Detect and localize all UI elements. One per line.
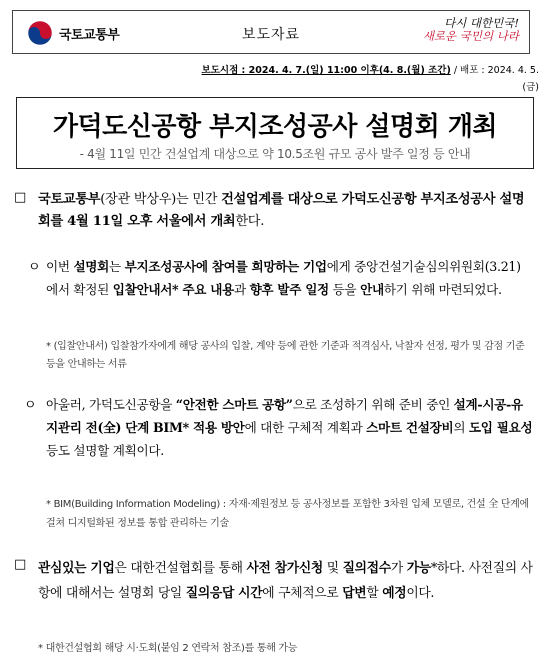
p3-text: 에 대한 구체적 계획과 <box>244 420 367 435</box>
p4-text: 에 구체적으로 <box>262 586 343 601</box>
circle-bullet-2: ㅇ <box>28 260 41 275</box>
header-title: 보도자료 <box>241 27 301 43</box>
distribution-date: / 배포 : 2024. 4. 5. <box>450 65 539 76</box>
p1-text: 국토교통부 <box>38 192 101 207</box>
p4-text: *하다. 사전질의 사항에 대해서는 설명회 당일 <box>38 561 533 601</box>
p2-text: 부지조성공사에 참여를 희망하는 기업 <box>124 259 327 274</box>
p3-text: 설계-시공-유지관리 전(全) 단계 BIM* 적용 방안 <box>46 397 523 435</box>
p3-text: 아울러, 가덕도신공항을 <box>46 397 176 412</box>
p3-text: “안전한 스마트 공항” <box>175 397 293 412</box>
footnote-bid-guide: * (입찰안내서) 입찰참가자에게 해당 공사의 입찰, 계약 등에 관한 기준과 적격심사, 낙찰자 선정, 평가 및 감점 기준 등을 안내하는 서류 <box>46 341 525 370</box>
p4-text: 이다. <box>406 586 435 601</box>
p2-text: 과 <box>233 282 250 297</box>
p4-text: 질의접수 <box>342 561 391 576</box>
p2-text: 안내 <box>360 282 384 297</box>
p1-text: 건설업계를 대상으로 가덕도신공항 부지조성공사 설명회를 4월 11일 오후 서울에서 개최 <box>38 192 525 229</box>
p4-text: 사전 참가신청 <box>246 561 323 576</box>
p4-text: 가 <box>390 561 407 576</box>
square-bullet-4: □ <box>14 557 27 572</box>
p3-text: 으로 조성하기 위해 준비 중인 <box>292 397 454 412</box>
p2-text: 하기 위해 마련되었다. <box>383 282 502 297</box>
p2-text: 설명회 <box>73 259 110 274</box>
p3-text: 의 <box>453 420 469 435</box>
paragraph-2 <box>46 255 532 301</box>
footnote-bim: * BIM(Building Information Modeling) : 자재·제원정보 등 공사정보를 포함한 3차원 입체 모델로, 건설 全 단계에 걸쳐 디지털화된 정보를 통합 관리하는 기술 <box>46 499 529 529</box>
p4-text: 예정 <box>382 586 407 601</box>
p4-text: 답변 <box>342 586 367 601</box>
p2-text: 이번 <box>46 259 74 274</box>
p4-text: 가능 <box>406 561 431 576</box>
release-meta <box>202 62 539 96</box>
p2-text: 향후 발주 일정 <box>249 282 329 297</box>
title-box <box>16 97 534 169</box>
distribution-weekday: (금) <box>522 82 539 93</box>
paragraph-4 <box>38 556 533 606</box>
footnote-contact: * 대한건설협회 해당 시·도회(붙임 2 연락처 참조)를 통해 가능 <box>38 643 298 654</box>
p4-text: 질의응답 시간 <box>185 586 263 601</box>
p2-text: 에게 중앙건설기술심의위원회(3.21)에서 확정된 <box>46 259 521 297</box>
sub-title: - 4월 11일 민간 건설업계 대상으로 약 10.5조원 규모 공사 발주 일정 등 안내 <box>79 147 471 161</box>
press-release-header <box>12 10 530 54</box>
slogan <box>409 17 519 43</box>
page-title: 가덕도신공항 부지조성공사 설명회 개최 <box>52 112 498 142</box>
p4-text: 할 <box>366 586 383 601</box>
p1-text: 한다. <box>235 214 265 229</box>
square-bullet-1: □ <box>14 190 27 205</box>
p4-text: 관심있는 기업 <box>38 561 115 576</box>
p3-text: 도입 필요성 <box>468 420 533 435</box>
paragraph-1 <box>38 189 533 233</box>
p2-text: 는 <box>109 259 125 274</box>
release-time: 보도시점 : 2024. 4. 7.(일) 11:00 이후(4. 8.(월) 조간) <box>201 65 451 76</box>
circle-bullet-3: ㅇ <box>24 398 37 413</box>
p3-text: 스마트 건설장비 <box>366 420 454 435</box>
p2-text: 입찰안내서* 주요 내용 <box>112 282 234 297</box>
slogan-line-1: 다시 대한민국! <box>444 16 519 30</box>
ministry-name: 국토교통부 <box>59 27 120 43</box>
p2-text: 등을 <box>328 282 361 297</box>
p4-text: 은 대한건설협회를 통해 <box>114 561 247 576</box>
p3-text: 등도 설명할 계획이다. <box>46 443 164 458</box>
p1-text: (장관 박상우)는 민간 <box>100 192 222 207</box>
p4-text: 및 <box>322 561 343 576</box>
paragraph-3 <box>46 393 533 462</box>
slogan-line-2: 새로운 국민의 나라 <box>422 29 519 43</box>
